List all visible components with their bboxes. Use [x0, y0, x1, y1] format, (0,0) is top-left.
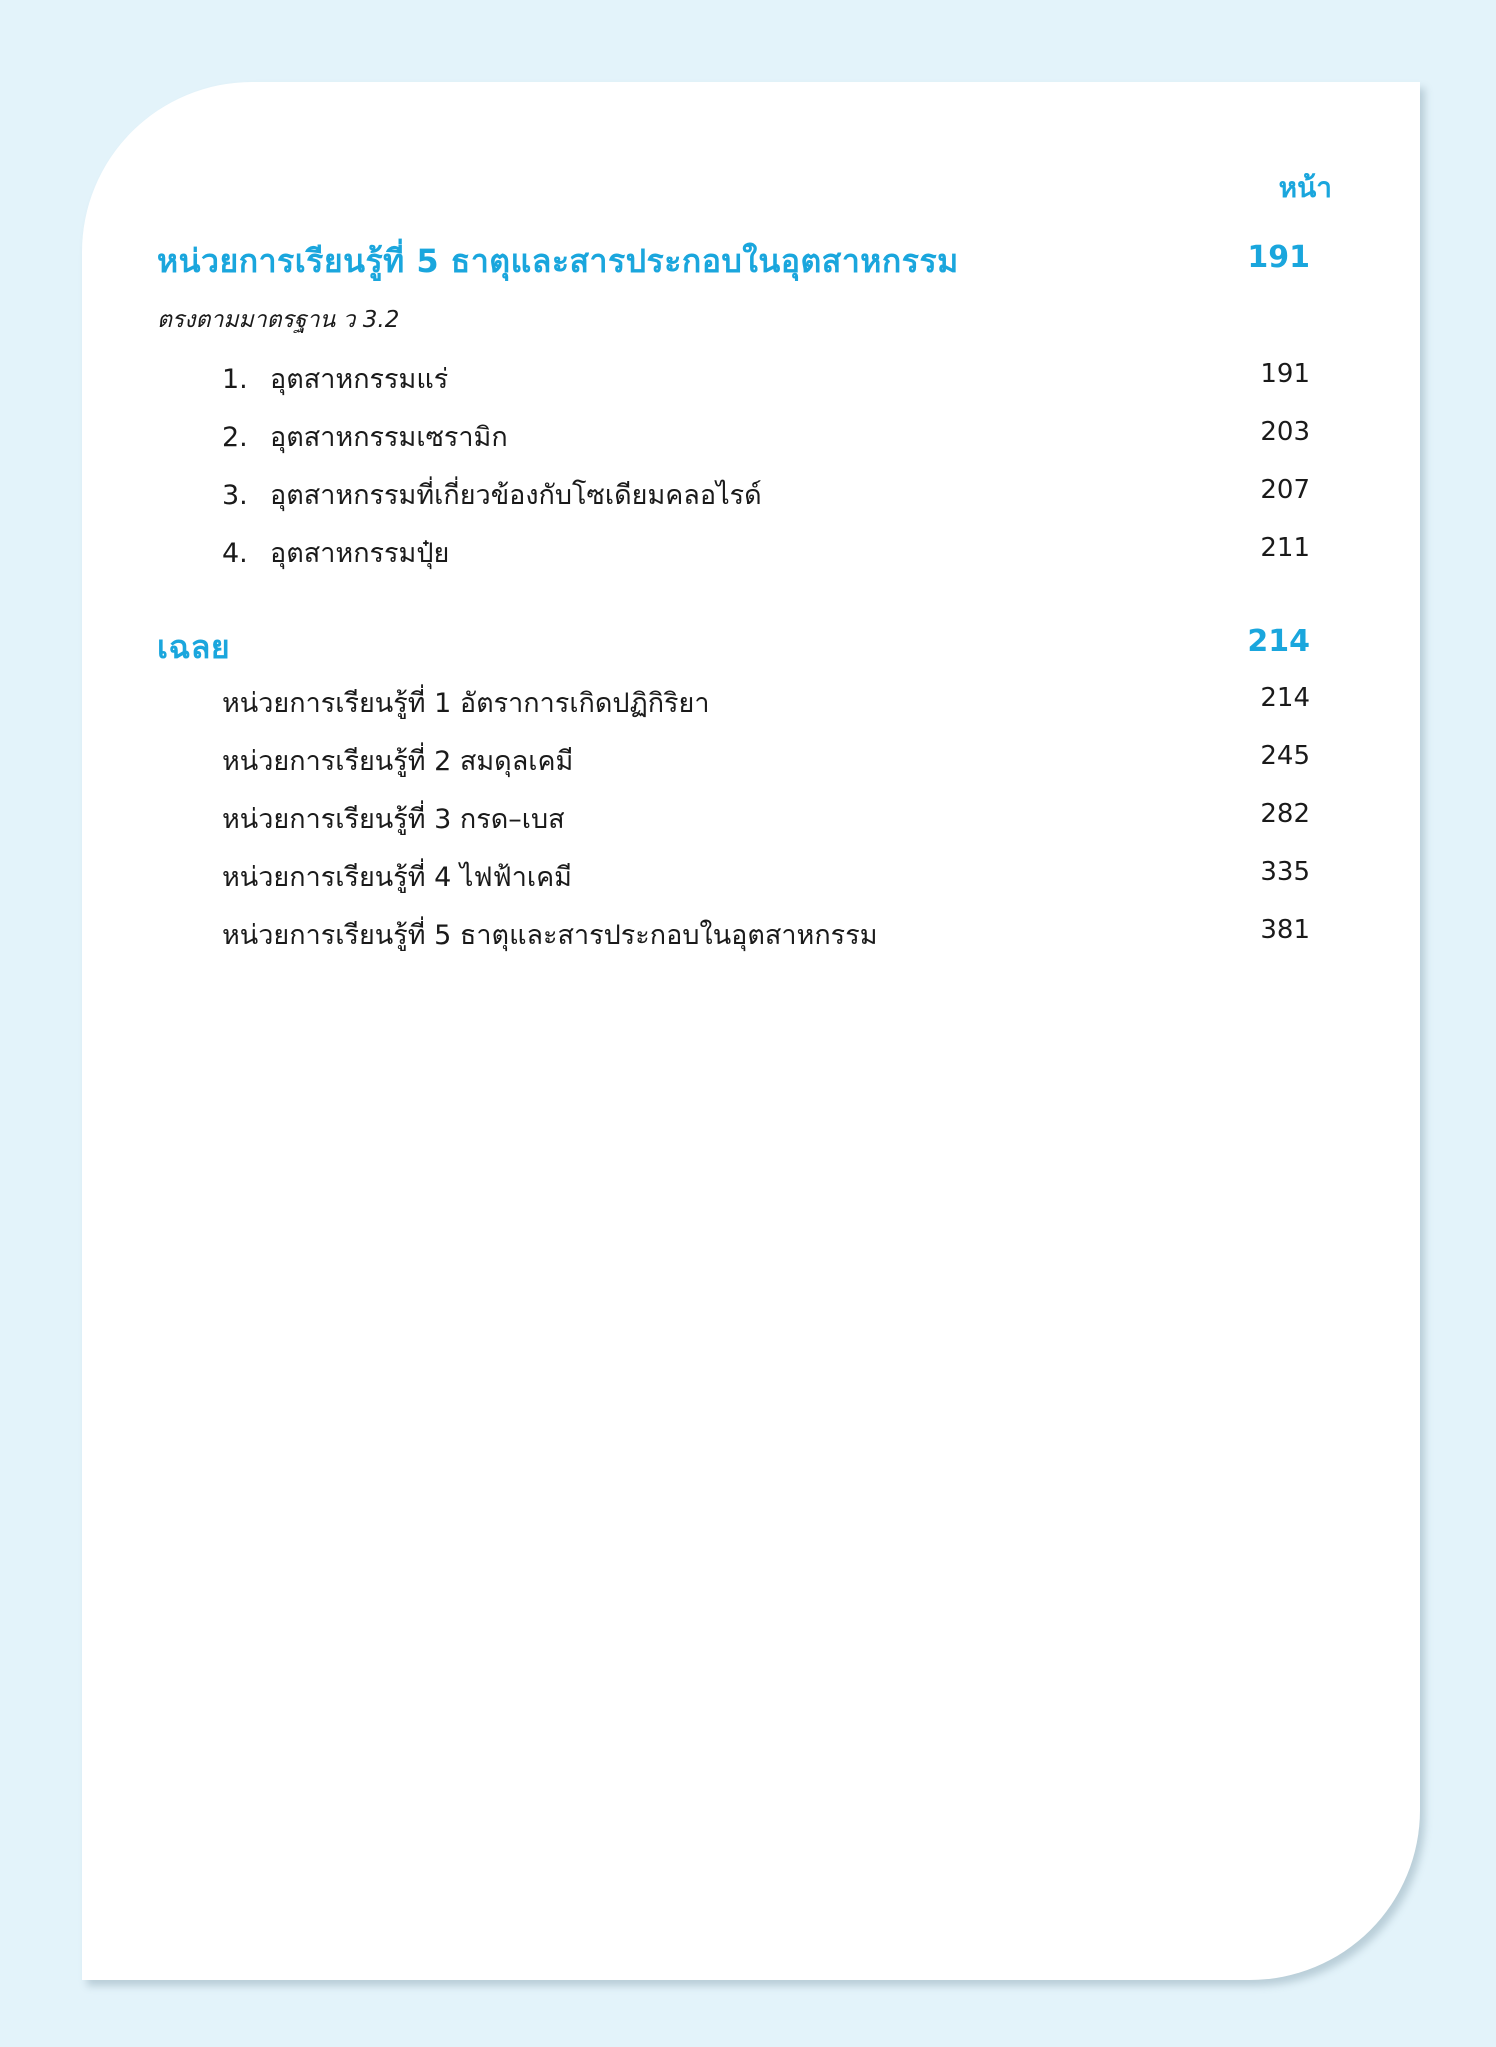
answers-item-2-page[interactable]: 245	[1260, 741, 1310, 771]
answers-item-3[interactable]: หน่วยการเรียนรู้ที่ 3 กรด–เบส	[222, 804, 565, 835]
answers-item-5[interactable]: หน่วยการเรียนรู้ที่ 5 ธาตุและสารประกอบในอุตสาหกรรม	[222, 920, 878, 951]
answers-item-2[interactable]: หน่วยการเรียนรู้ที่ 2 สมดุลเคมี	[222, 746, 574, 777]
item-number: 3.	[222, 480, 248, 511]
unit5-item-2-page[interactable]: 203	[1260, 417, 1310, 447]
answers-item-4-page[interactable]: 335	[1260, 857, 1310, 887]
answers-item-1[interactable]: หน่วยการเรียนรู้ที่ 1 อัตราการเกิดปฏิกิริยา	[222, 688, 710, 719]
item-number: 2.	[222, 422, 248, 453]
item-label: อุตสาหกรรมที่เกี่ยวข้องกับโซเดียมคลอไรด์	[270, 480, 762, 511]
item-number: 1.	[222, 364, 248, 395]
unit5-item-1[interactable]	[222, 357, 448, 400]
answers-page-number[interactable]: 214	[1247, 624, 1310, 659]
answers-item-3-page[interactable]: 282	[1260, 799, 1310, 829]
answers-title[interactable]: เฉลย	[157, 628, 231, 666]
unit5-item-1-page[interactable]: 191	[1260, 359, 1310, 389]
unit5-item-3[interactable]	[222, 473, 762, 516]
answers-item-4[interactable]: หน่วยการเรียนรู้ที่ 4 ไฟฟ้าเคมี	[222, 862, 572, 893]
answers-item-1-page[interactable]: 214	[1260, 683, 1310, 713]
unit5-item-3-page[interactable]: 207	[1260, 475, 1310, 505]
unit5-item-4-page[interactable]: 211	[1260, 533, 1310, 563]
unit5-item-2[interactable]	[222, 415, 508, 458]
item-label: อุตสาหกรรมปุ๋ย	[270, 538, 450, 569]
page-column-header: หน้า	[1278, 171, 1332, 204]
unit5-title[interactable]: หน่วยการเรียนรู้ที่ 5 ธาตุและสารประกอบในอุตสาหกรรม	[157, 242, 959, 280]
item-label: อุตสาหกรรมแร่	[270, 364, 449, 395]
unit5-item-4[interactable]	[222, 531, 449, 574]
item-label: อุตสาหกรรมเซรามิก	[270, 422, 508, 453]
unit5-standard: ตรงตามมาตรฐาน ว 3.2	[157, 307, 400, 333]
answers-item-5-page[interactable]: 381	[1260, 915, 1310, 945]
item-number: 4.	[222, 538, 248, 569]
unit5-page-number[interactable]: 191	[1247, 240, 1310, 275]
